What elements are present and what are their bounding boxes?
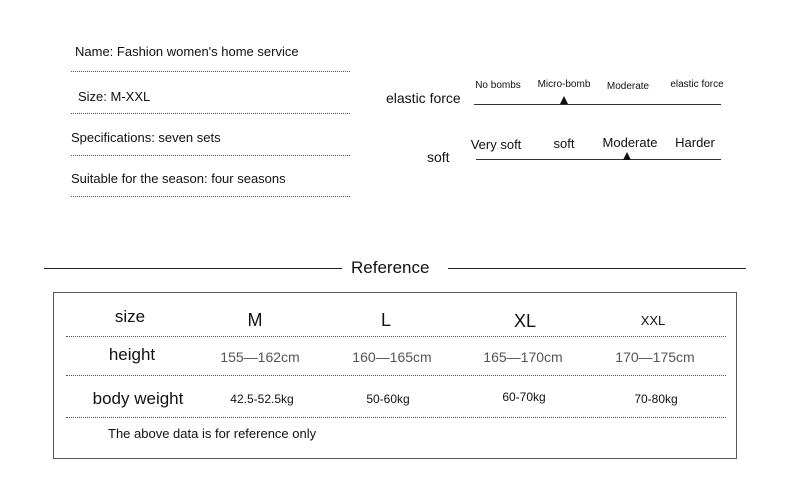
- size-xxl: XXL: [640, 313, 666, 328]
- softness-scale-line: [476, 159, 721, 160]
- height-l: 160—165cm: [352, 349, 432, 365]
- row-label-size: size: [114, 307, 146, 326]
- size-l: L: [380, 310, 392, 330]
- divider: [71, 196, 350, 197]
- product-name: Name: Fashion women's home service: [75, 44, 299, 59]
- height-xxl: 170—175cm: [615, 349, 695, 365]
- elastic-tick-moderate: Moderate: [606, 81, 650, 92]
- height-m: 155—162cm: [220, 349, 300, 365]
- weight-l: 50-60kg: [366, 392, 410, 406]
- elastic-tick-micro-bomb: Micro-bomb: [537, 79, 591, 90]
- weight-xxl: 70-80kg: [634, 392, 678, 406]
- row-label-height: height: [108, 345, 156, 364]
- divider: [71, 155, 350, 156]
- table-row-divider: [66, 336, 726, 337]
- reference-note: The above data is for reference only: [108, 426, 317, 441]
- size-reference-table: [53, 292, 737, 459]
- divider: [71, 113, 350, 114]
- elastic-force-scale-line: [474, 104, 721, 105]
- soft-tick-harder: Harder: [675, 135, 715, 150]
- product-size: Size: M-XXL: [78, 89, 151, 104]
- reference-title: Reference: [351, 258, 430, 277]
- size-m: M: [247, 310, 263, 330]
- weight-m: 42.5-52.5kg: [230, 392, 294, 406]
- table-row-divider: [66, 375, 726, 376]
- elastic-tick-elastic-force: elastic force: [670, 79, 724, 90]
- soft-tick-moderate: Moderate: [602, 135, 658, 150]
- size-xl: XL: [513, 311, 537, 331]
- table-row-divider: [66, 417, 726, 418]
- weight-xl: 60-70kg: [502, 390, 546, 404]
- reference-rule-left: [44, 268, 342, 269]
- product-season: Suitable for the season: four seasons: [71, 171, 286, 186]
- elastic-tick-no-bombs: No bombs: [475, 80, 521, 91]
- height-xl: 165—170cm: [483, 349, 563, 365]
- softness-marker-icon: [623, 152, 631, 160]
- reference-rule-right: [448, 268, 746, 269]
- softness-title: soft: [427, 149, 450, 165]
- soft-tick-very-soft: Very soft: [470, 137, 522, 152]
- elastic-force-marker-icon: [560, 96, 568, 104]
- elastic-force-title: elastic force: [386, 90, 461, 106]
- product-specifications: Specifications: seven sets: [71, 130, 221, 145]
- divider: [71, 71, 350, 72]
- soft-tick-soft: soft: [553, 136, 575, 151]
- row-label-body-weight: body weight: [92, 389, 184, 408]
